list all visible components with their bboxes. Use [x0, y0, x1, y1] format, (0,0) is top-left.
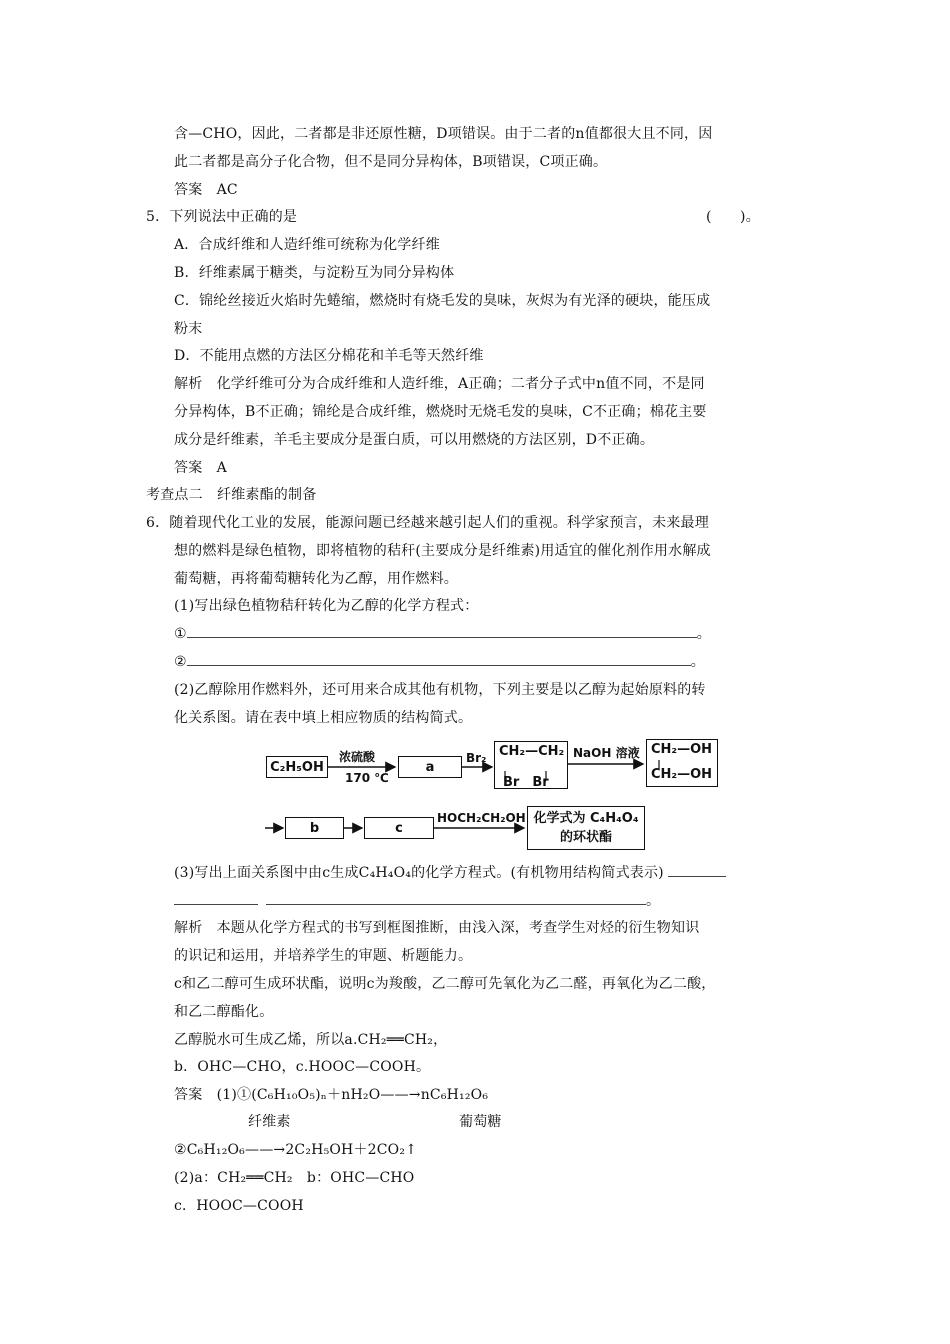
analysis-line: 成分是纤维素，羊毛主要成分是蛋白质，可以用燃烧的方法区别，D不正确。 — [174, 432, 655, 448]
question-5: 5．下列说法中正确的是 — [146, 209, 298, 225]
analysis-line: 分异构体，B不正确；锦纶是合成纤维，燃烧时无烧毛发的臭味，C不正确；棉花主要 — [174, 404, 707, 420]
answer-blank-3a[interactable] — [668, 863, 726, 877]
subquestion-3: (3)写出上面关系图中由c生成C₄H₄O₄的化学方程式。(有机物用结构简式表示) — [174, 863, 726, 883]
analysis-line: 解析 本题从化学方程式的书写到框图推断，由浅入深，考查学生对烃的衍生物知识 — [174, 920, 700, 936]
option-b: B．纤维素属于糖类，与淀粉互为同分异构体 — [174, 265, 455, 281]
box-cyclic-ester — [527, 806, 645, 850]
text-line: 此二者都是高分子化合物，但不是同分异构体，B项错误，C项正确。 — [174, 154, 608, 170]
analysis-line: c和乙二醇可生成环状酯，说明c为羧酸，乙二醇可先氧化为乙二醛，再氧化为乙二酸， — [174, 976, 716, 992]
box-ethanol: C₂H₅OH — [266, 756, 328, 778]
subquestion-1: (1)写出绿色植物秸秆转化为乙醇的化学方程式： — [174, 598, 479, 614]
option-c: C．锦纶丝接近火焰时先蜷缩，燃烧时有烧毛发的臭味，灰烬为有光泽的硬块，能压成 — [174, 293, 711, 309]
section-heading: 考查点二 纤维素酯的制备 — [146, 487, 317, 503]
answer-structure-c: c．HOOC—COOH — [174, 1198, 304, 1214]
reagent-bromine: Br₂ — [466, 751, 487, 765]
ester-label: 的环状酯 — [559, 830, 612, 845]
label-glucose: 葡萄糖 — [459, 1114, 502, 1130]
question-6: 6．随着现代化工业的发展，能源问题已经越来越引起人们的重视。科学家预言，未来最理 — [146, 515, 709, 531]
analysis-line: b．OHC—CHO，c.HOOC—COOH。 — [174, 1059, 431, 1075]
box-b[interactable]: b — [285, 817, 344, 839]
glycol-top: CH₂—OH — [651, 742, 713, 757]
analysis-line: 和乙二醇酯化。 — [174, 1004, 274, 1020]
box-a[interactable]: a — [398, 756, 462, 778]
answer-equation-1: 答案 (1)①(C₆H₁₀O₅)ₙ＋nH₂O——→nC₆H₁₂O₆ — [174, 1087, 489, 1103]
question-6-cont: 想的燃料是绿色植物，即将植物的秸秆(主要成分是纤维素)用适宜的催化剂作用水解成 — [174, 543, 711, 559]
ester-formula: 化学式为 C₄H₄O₄ — [533, 811, 639, 826]
condition-temperature: 170 ℃ — [345, 771, 389, 785]
dibromo-bottom: Br Br — [503, 775, 549, 790]
condition-acid: 浓硫酸 — [339, 750, 376, 764]
answer-equation-2: ②C₆H₁₂O₆——→2C₂H₅OH＋2CO₂↑ — [174, 1142, 418, 1158]
reagent-glycol: HOCH₂CH₂OH — [437, 811, 526, 825]
answer-line: 答案 A — [174, 460, 227, 476]
option-c-cont: 粉末 — [174, 321, 203, 337]
answer-blank-3[interactable]: 。 — [174, 891, 660, 911]
answer-blank-2[interactable]: ② 。 — [174, 654, 705, 670]
answer-line: 答案 AC — [174, 182, 238, 198]
answer-bracket: ( )。 — [706, 209, 760, 225]
analysis-line: 解析 化学纤维可分为合成纤维和人造纤维，A正确；二者分子式中n值不同，不是同 — [174, 376, 705, 392]
text-line: 含—CHO，因此，二者都是非还原性糖，D项错误。由于二者的n值都很大且不同，因 — [174, 126, 713, 142]
answer-blank-1[interactable]: ① 。 — [174, 626, 711, 642]
reagent-naoh: NaOH 溶液 — [573, 746, 640, 760]
dibromo-top: CH₂—CH₂ — [499, 744, 565, 759]
question-6-cont: 葡萄糖，再将葡萄糖转化为乙醇，用作燃料。 — [174, 571, 458, 587]
subquestion-2: (2)乙醇除用作燃料外，还可用来合成其他有机物，下列主要是以乙醇为起始原料的转 — [174, 682, 706, 698]
option-a: A．合成纤维和人造纤维可统称为化学纤维 — [174, 237, 440, 253]
option-d: D．不能用点燃的方法区分棉花和羊毛等天然纤维 — [174, 348, 484, 364]
answer-structures: (2)a：CH₂══CH₂ b：OHC—CHO — [174, 1170, 415, 1186]
analysis-line: 乙醇脱水可生成乙烯，所以a.CH₂══CH₂， — [174, 1032, 448, 1048]
glycol-bottom: CH₂—OH — [651, 767, 713, 782]
analysis-line: 的识记和运用，并培养学生的审题、析题能力。 — [174, 948, 473, 964]
box-c[interactable]: c — [364, 817, 434, 839]
subquestion-2-cont: 化关系图。请在表中填上相应物质的结构简式。 — [174, 710, 473, 726]
label-cellulose: 纤维素 — [248, 1114, 291, 1130]
